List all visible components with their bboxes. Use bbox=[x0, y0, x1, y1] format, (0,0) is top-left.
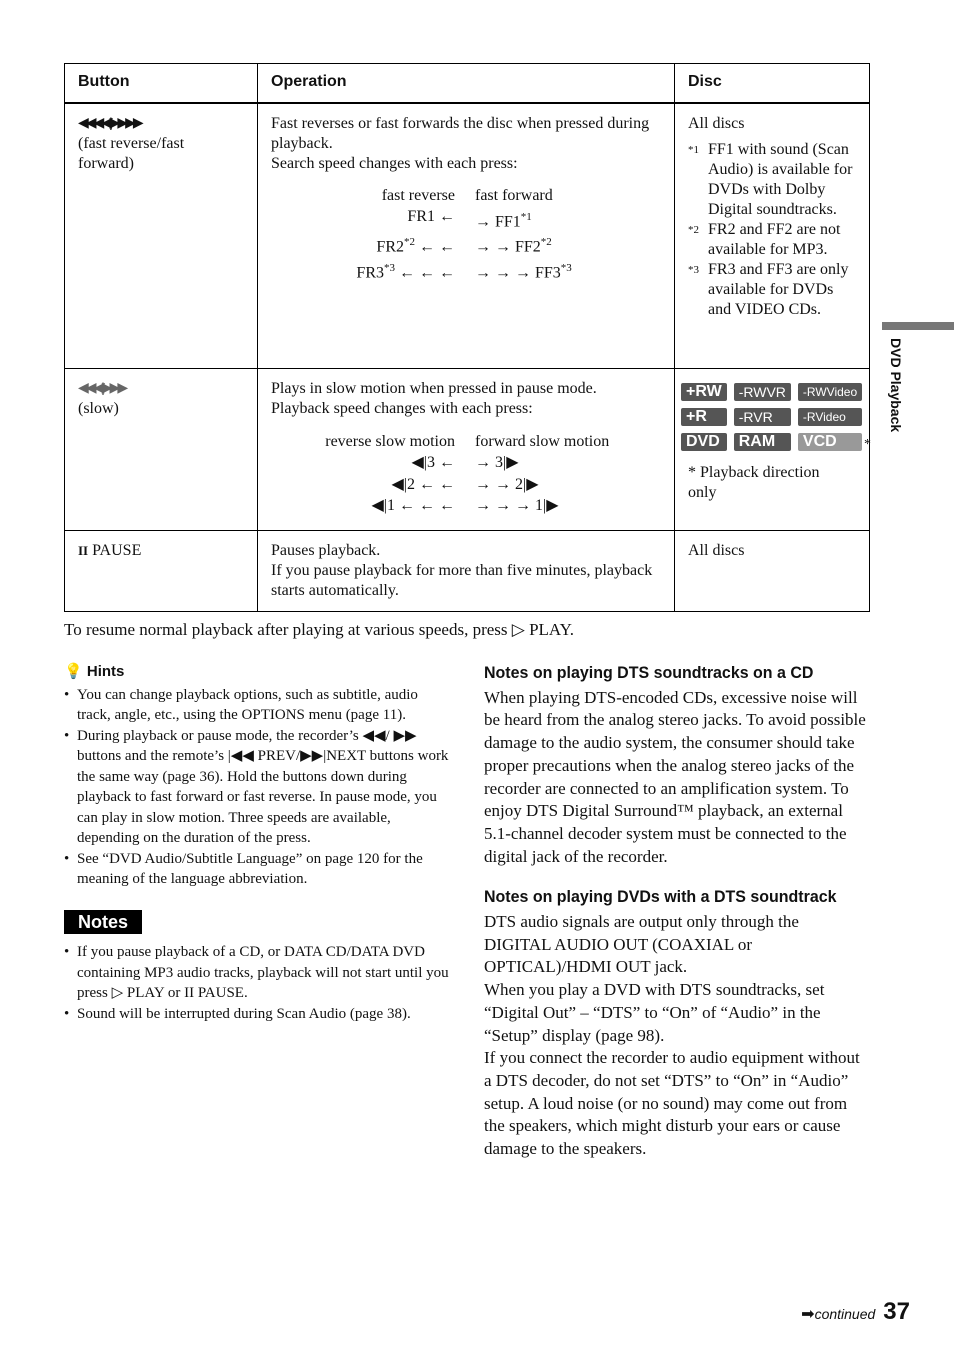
disc-badges bbox=[681, 382, 871, 452]
disc-cell bbox=[675, 530, 870, 611]
table-header-row bbox=[65, 64, 870, 104]
speed-left: ◀|2 ← ← bbox=[391, 475, 455, 493]
disc-label: All discs bbox=[688, 115, 745, 132]
speed-grid bbox=[271, 186, 661, 284]
hints-list bbox=[64, 685, 449, 890]
table-row bbox=[65, 103, 870, 368]
badge-minus-r-vr: -RVR bbox=[734, 408, 791, 426]
dts-cd-text: When playing DTS-encoded CDs, excessive noise will be heard from the analog stereo jacks. To avoid possible damage to the audio system, the consumer should take proper precautions when the analog stereo jacks of the recorder are connected to an amplification system. To enjoy DTS Digital Surround™ playback, an external 5.1-channel decoder system must be connected to the digital jack of the recorder. bbox=[484, 687, 866, 866]
button-label: (slow) bbox=[78, 399, 119, 417]
operation-line: If you pause playback for more than five minutes, playback starts automatically. bbox=[271, 561, 653, 599]
disc-cell bbox=[675, 103, 870, 368]
footnote: *2 FR2 and FF2 are not available for MP3. bbox=[688, 221, 841, 258]
hints-heading: 💡 Hints bbox=[64, 663, 125, 680]
table-row bbox=[65, 530, 870, 611]
continued-label: continued bbox=[814, 1306, 876, 1322]
slow-icon: ◀◀◀|/|▶▶▶ bbox=[78, 380, 126, 396]
operation-cell bbox=[258, 530, 675, 611]
button-cell bbox=[65, 368, 258, 530]
footnote: *1 FF1 with sound (Scan Audio) is available for DVDs with Dolby Digital soundtracks. bbox=[688, 141, 853, 218]
speed-left: FR1 ← bbox=[407, 207, 455, 225]
speed-right: → → → $FF3^{*3}$ bbox=[475, 262, 572, 282]
disc-label: All discs bbox=[688, 541, 745, 559]
list-item: • See “DVD Audio/Subtitle Language” on page 120 for the meaning of the language abbreviation. bbox=[64, 849, 449, 890]
button-cell bbox=[65, 530, 258, 611]
disc-cell bbox=[675, 368, 870, 530]
playback-direction-note: * Playback direction only bbox=[688, 463, 820, 501]
page-footer bbox=[801, 1298, 910, 1326]
list-item: • You can change playback options, such as subtitle, audio track, angle, etc., using the OPTIONS menu (page 11). bbox=[64, 685, 449, 726]
col-label: reverse slow motion bbox=[325, 432, 455, 450]
side-tab-bar bbox=[882, 322, 954, 330]
badge-minus-r-video: -RVideo bbox=[798, 408, 862, 426]
list-item: • During playback or pause mode, the recorder’s ◀◀/ ▶▶ buttons and the remote’s |◀◀ PREV/▶▶|NEXT buttons work the same way (page 36). Hold the buttons down during playback to fast forward or fast reverse. In pause mode, you can play in slow motion. Three speeds are available, depending on the duration of the press. bbox=[64, 726, 449, 849]
dts-dvd-para: DTS audio signals are output only through the DIGITAL AUDIO OUT (COAXIAL or OPTICAL)/HDMI OUT jack. bbox=[484, 912, 799, 977]
badge-footnote-mark: * bbox=[864, 436, 871, 452]
badge-plus-rw: +RW bbox=[681, 383, 727, 401]
operation-cell bbox=[258, 368, 675, 530]
speed-grid bbox=[271, 431, 661, 517]
button-cell bbox=[65, 103, 258, 368]
speed-right: → → → 1|▶ bbox=[475, 497, 559, 514]
pause-icon: II bbox=[78, 542, 89, 558]
operation-line: Playback speed changes with each press: bbox=[271, 399, 533, 417]
notes-list bbox=[64, 942, 449, 1024]
arrow-right-icon: ➡ bbox=[801, 1306, 815, 1323]
col-label: fast forward bbox=[475, 187, 553, 204]
badge-minus-rw-video: -RWVideo bbox=[798, 383, 862, 401]
resume-instruction: To resume normal playback after playing at various speeds, press ▷ PLAY. bbox=[64, 620, 574, 639]
operations-table bbox=[64, 63, 870, 612]
dts-dvd-heading: Notes on playing DVDs with a DTS soundtrack bbox=[484, 887, 837, 907]
header-disc: Disc bbox=[675, 64, 870, 104]
badge-ram: RAM bbox=[734, 433, 791, 451]
col-label: fast reverse bbox=[381, 187, 455, 204]
dts-dvd-para: If you connect the recorder to audio equipment without a DTS decoder, do not set “DTS” to “On” in “Audio” setup. A loud noise (or no sound) may come out from the speakers, which might disturb your ears or cause damage to the speakers. bbox=[484, 1048, 860, 1159]
lightbulb-icon: 💡 bbox=[64, 663, 83, 680]
speed-left: FR2$^{*2}$ ← ← bbox=[376, 236, 455, 256]
button-label: PAUSE bbox=[92, 541, 142, 559]
dts-cd-heading: Notes on playing DTS soundtracks on a CD bbox=[484, 663, 814, 682]
footnote: *3 FR3 and FF3 are only available for DVDs and VIDEO CDs. bbox=[688, 261, 849, 318]
list-item: • If you pause playback of a CD, or DATA CD/DATA DVD containing MP3 audio tracks, playback will not start until you press ▷ PLAY or II PAUSE. bbox=[64, 942, 449, 1004]
dts-section bbox=[484, 662, 868, 1161]
operation-line: Fast reverses or fast forwards the disc when pressed during playback. bbox=[271, 115, 650, 152]
list-item: • Sound will be interrupted during Scan Audio (page 38). bbox=[64, 1004, 449, 1025]
side-tab-label: DVD Playback bbox=[888, 338, 904, 433]
operation-cell bbox=[258, 103, 675, 368]
notes-heading: Notes bbox=[64, 910, 142, 935]
badge-vcd: VCD bbox=[798, 433, 862, 451]
speed-left: ◀|3 ← bbox=[411, 454, 455, 471]
badge-dvd: DVD bbox=[681, 433, 727, 451]
fast-reverse-forward-icon: ◀◀◀◀|/|▶▶▶▶ bbox=[78, 116, 141, 131]
operation-line: Plays in slow motion when pressed in pause mode. bbox=[271, 379, 597, 397]
button-label: (fast reverse/fast forward) bbox=[78, 135, 185, 172]
speed-right: → 3|▶ bbox=[475, 454, 519, 471]
speed-left: ◀|1 ← ← ← bbox=[371, 497, 455, 514]
speed-right: → $FF1^{*1}$ bbox=[475, 210, 532, 230]
header-button: Button bbox=[65, 64, 258, 104]
header-operation: Operation bbox=[258, 64, 675, 104]
speed-left: FR3$^{*3}$ ← ← ← bbox=[356, 262, 455, 282]
col-label: forward slow motion bbox=[475, 432, 610, 450]
badge-minus-rw-vr: -RWVR bbox=[734, 383, 791, 401]
badge-plus-r: +R bbox=[681, 408, 727, 426]
page-number: 37 bbox=[883, 1298, 910, 1325]
dts-dvd-para: When you play a DVD with DTS soundtracks, set “Digital Out” – “DTS” to “On” of “Audio” in the “Setup” display (page 98). bbox=[484, 980, 825, 1045]
speed-right: → → 2|▶ bbox=[475, 475, 539, 493]
operation-line: Pauses playback. bbox=[271, 541, 381, 559]
speed-right: → → $FF2^{*2}$ bbox=[475, 236, 552, 256]
table-row bbox=[65, 368, 870, 530]
hints-section bbox=[64, 662, 449, 1024]
operation-line: Search speed changes with each press: bbox=[271, 155, 518, 172]
